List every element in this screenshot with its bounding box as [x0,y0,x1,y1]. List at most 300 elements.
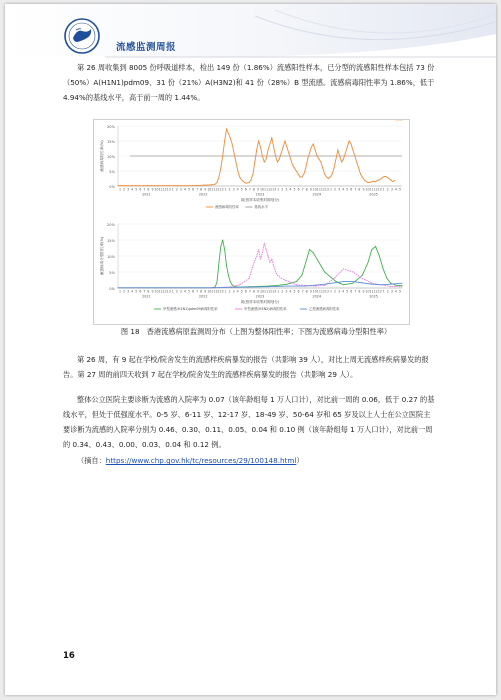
data-point [390,286,391,287]
data-point [281,278,282,279]
data-point [386,176,387,177]
x-tick-label: 5 [346,187,349,192]
x-tick-label: 12 [162,289,167,294]
data-point [305,167,306,168]
data-point [237,170,238,171]
data-point [324,285,325,286]
data-point [256,256,257,257]
x-tick-label: 1 [224,289,227,294]
x-tick-label: 8 [252,187,255,192]
paragraph-positivity: 第 26 周收集到 8005 份呼吸道样本，检出 149 份（1.86%）流感阳性样本，已分型的流感阳性样本包括 73 份（50%）A(H1N1)pdm09、31 份（21%）A(H3N2)和 41 份（28%）B 型流感。流感病毒阳性率为 1.86%，低于 4.94%的基线水平，高于前一周的 1.44%。 [63,63,435,102]
data-point [243,181,244,182]
data-point [232,143,233,144]
year-label: 2024 [312,294,322,299]
data-point [292,164,293,165]
data-point [207,185,208,186]
data-point [296,170,297,171]
data-point [192,185,193,186]
y-tick-label: 0% [109,287,115,291]
data-point [230,287,231,288]
x-tick-label: 7 [301,289,304,294]
y-tick-label: 5% [109,170,115,174]
data-point [317,259,318,260]
x-tick-label: 12 [373,289,378,294]
data-point [262,155,263,156]
x-tick-label: 4 [289,289,292,294]
data-point [398,120,399,121]
data-point [328,275,329,276]
data-point [384,176,385,177]
x-tick-label: 7 [196,289,199,294]
data-point [343,268,344,269]
data-point [302,275,303,276]
x-tick-label: 7 [248,187,251,192]
data-point [275,272,276,273]
x-tick-label: 10 [154,187,159,192]
legend-label: 甲型流感(H3N2)病毒阳性率 [244,307,287,311]
data-point [166,185,167,186]
x-tick-label: 1 [119,289,122,294]
data-point [379,179,380,180]
data-point [383,176,384,177]
x-tick-label: 3 [285,289,288,294]
data-point [352,281,353,282]
data-point [154,185,155,186]
data-point [285,280,286,281]
data-point [332,173,333,174]
x-tick-label: 8 [147,187,150,192]
data-point [264,161,265,162]
data-point [402,285,403,286]
x-tick-label: 6 [350,289,353,294]
x-tick-label: 3 [179,187,182,192]
data-point [375,181,376,182]
data-point [388,178,389,179]
data-point [283,146,284,147]
series-line-1 [118,240,402,288]
x-tick-label: 3 [179,289,182,294]
data-point [401,120,402,121]
x-tick-label: 11 [211,289,216,294]
x-tick-label: 4 [342,187,345,192]
data-point [124,185,125,186]
data-point [150,185,151,186]
x-tick-label: 11 [369,289,374,294]
data-point [371,283,372,284]
data-point [390,179,391,180]
data-point [173,185,174,186]
x-tick-label: 10 [312,187,317,192]
paragraph-admissions: 整体公立医院主要诊断为流感的入院率为 0.07（该年龄组每 1 万人口计），对比前一周的 0.06，低于 0.27 的基线水平，但处于低强度水平。0-5 岁、6-11 岁、12-17 岁、18-49 岁、50-64 岁和 65 岁及以上人士在公立医院主要诊断为流感的入院率分别为 0.46、0.30、0.11、0.05、0.04 和 0.10 例（该年龄组每 1 万人口计），对比前一周的 0.34、0.43、0.00、0.03、0.04 和 0.12 例。 [63,395,435,449]
y-tick-label: 10% [107,255,115,259]
data-point [396,285,397,286]
data-point [324,284,325,285]
data-point [320,265,321,266]
year-label: 2022 [198,294,208,299]
data-point [266,158,267,159]
x-tick-label: 2 [281,187,284,192]
data-point [249,278,250,279]
series-line-positivity [118,129,394,186]
data-point [360,173,361,174]
data-point [266,249,267,250]
data-point [324,272,325,273]
data-point [292,283,293,284]
data-point [392,181,393,182]
data-point [271,259,272,260]
legend-label: 流感病毒阳性率 [215,205,239,209]
data-point [303,173,304,174]
data-point [249,287,250,288]
x-tick-label: 8 [358,289,361,294]
x-tick-label: 10 [259,187,265,192]
x-tick-label: 6 [192,187,195,192]
x-tick-label: 8 [305,289,308,294]
data-point [358,167,359,168]
x-tick-label: 3 [338,187,341,192]
data-point [341,161,342,162]
x-tick-label: 12 [373,187,378,192]
source-link[interactable]: https://www.chp.gov.hk/tc/resources/29/100148.html [105,456,297,465]
data-point [181,185,182,186]
data-point [294,167,295,168]
x-tick-label: 7 [354,187,357,192]
x-tick-label: 10 [154,289,159,294]
data-point [343,284,344,285]
data-point [317,155,318,156]
data-point [347,146,348,147]
x-tick-label: 1 [119,187,122,192]
x-tick-label: 10 [259,289,265,294]
x-tick-label: 3 [390,187,393,192]
data-point [284,140,285,141]
x-tick-label: 5 [398,187,401,192]
x-tick-label: 7 [196,187,199,192]
data-point [239,176,240,177]
x-tick-label: 4 [131,187,134,192]
x-tick-label: 12 [268,187,273,192]
data-point [334,278,335,279]
data-point [228,133,229,134]
x-tick-label: 3 [127,187,130,192]
data-point [135,185,136,186]
x-tick-label: 10 [207,289,212,294]
data-point [315,286,316,287]
x-tick-label: 13 [324,187,329,192]
x-tick-label: 13 [219,187,224,192]
x-tick-label: 11 [316,187,321,192]
x-tick-label: 3 [232,289,235,294]
data-point [264,243,265,244]
data-point [230,281,231,282]
data-point [301,176,302,177]
data-point [188,185,189,186]
x-tick-label: 13 [166,187,171,192]
data-point [369,182,370,183]
x-tick-label: 5 [398,289,401,294]
data-point [402,286,403,287]
data-point [235,161,236,162]
data-point [220,167,221,168]
x-tick-label: 8 [200,187,203,192]
x-tick-label: 1 [329,289,333,294]
data-point [143,185,144,186]
data-point [400,120,401,121]
data-point [217,182,218,183]
data-point [252,173,253,174]
data-point [196,185,197,186]
x-tick-label: 12 [215,187,220,192]
data-point [298,173,299,174]
x-tick-label: 8 [305,187,308,192]
y-axis-label: 流感病毒阳性率(%) [100,140,104,172]
x-tick-label: 7 [143,187,146,192]
data-point [300,176,301,177]
data-point [239,284,240,285]
data-point [371,181,372,182]
x-tick-label: 11 [369,187,374,192]
x-tick-label: 6 [297,289,300,294]
x-tick-label: 6 [139,187,142,192]
data-point [224,249,225,250]
data-point [117,185,118,186]
data-point [184,185,185,186]
data-point [352,149,353,150]
data-point [218,176,219,177]
x-tick-label: 13 [272,289,277,294]
x-tick-label: 6 [244,187,247,192]
data-point [305,286,306,287]
x-tick-label: 4 [394,289,397,294]
data-point [147,185,148,186]
year-label: 2021 [142,294,151,299]
legend-label: 基线水平 [254,205,268,209]
y-tick-label: 15% [107,239,115,243]
year-label: 2021 [142,192,151,197]
year-label: 2025 [369,294,378,299]
data-point [328,178,329,179]
data-point [343,158,344,159]
page-number: 16 [63,651,75,661]
data-point [232,284,233,285]
data-point [258,140,259,141]
data-point [215,184,216,185]
x-tick-label: 9 [256,289,259,294]
x-tick-label: 4 [342,289,345,294]
data-point [362,176,363,177]
source-label: （摘自： [77,456,106,465]
data-point [219,262,220,263]
x-tick-label: 9 [256,187,259,192]
x-tick-label: 4 [289,187,292,192]
x-tick-label: 1 [171,187,174,192]
data-point [277,161,278,162]
data-point [390,284,391,285]
data-point [290,158,291,159]
data-point [375,246,376,247]
x-tick-label: 7 [143,289,146,294]
x-tick-label: 3 [232,187,235,192]
x-tick-label: 7 [354,289,357,294]
data-point [211,287,212,288]
data-point [345,152,346,153]
series-line-2 [118,243,402,288]
legend-label: 乙型流感病毒阳性率 [309,307,340,311]
data-point [381,284,382,285]
data-point [226,265,227,266]
x-tick-label: 5 [240,187,243,192]
source-line [63,453,437,468]
y-axis-label: 流感病毒分型阳性率(%) [100,236,104,276]
figure-panel [93,119,410,325]
x-tick-label: 8 [358,187,361,192]
data-point [402,283,403,284]
data-point [271,137,272,138]
x-tick-label: 5 [293,187,296,192]
data-point [288,281,289,282]
year-label: 2024 [312,192,322,197]
figure-caption: 图 18 香港流感病原监测周分布（上图为整体阳性率；下图为流感病毒分型阳性率） [120,327,392,336]
x-tick-label: 2 [123,289,126,294]
x-tick-label: 6 [350,187,353,192]
data-point [368,262,369,263]
data-point [326,176,327,177]
x-tick-label: 5 [293,289,296,294]
x-tick-label: 1 [277,289,280,294]
data-point [241,179,242,180]
y-tick-label: 15% [107,140,115,144]
x-tick-label: 11 [316,289,321,294]
data-point [343,281,344,282]
data-point [286,284,287,285]
data-point [362,278,363,279]
x-tick-label: 10 [365,289,370,294]
data-point [258,249,259,250]
x-tick-label: 3 [390,289,393,294]
data-point [313,252,314,253]
x-tick-label: 12 [268,289,273,294]
x-tick-label: 2 [334,289,337,294]
data-point [252,265,253,266]
x-tick-label: 5 [346,289,349,294]
x-tick-label: 4 [236,187,239,192]
data-point [120,185,121,186]
data-point [305,262,306,263]
data-point [386,278,387,279]
x-tick-label: 2 [175,187,178,192]
data-point [334,167,335,168]
x-axis-label: 周(按样本收集时期划分) [240,300,280,304]
data-point [394,180,395,181]
x-tick-label: 2 [334,187,337,192]
data-point [309,249,310,250]
data-point [381,178,382,179]
x-tick-label: 4 [394,187,397,192]
x-tick-label: 13 [219,289,224,294]
data-point [324,173,325,174]
data-point [339,155,340,156]
x-tick-label: 6 [244,289,247,294]
data-point [260,259,261,260]
x-tick-label: 1 [329,187,333,192]
x-tick-label: 9 [204,289,207,294]
x-tick-label: 5 [135,289,138,294]
x-tick-label: 12 [215,289,220,294]
year-label: 2023 [255,192,265,197]
data-point [217,281,218,282]
x-tick-label: 2 [175,289,178,294]
data-point [247,182,248,183]
x-tick-label: 12 [320,187,325,192]
data-point [211,184,212,185]
data-point [158,185,159,186]
data-point [356,161,357,162]
x-tick-label: 11 [264,187,269,192]
x-tick-label: 7 [248,289,251,294]
x-tick-label: 1 [382,187,385,192]
x-tick-label: 13 [272,187,277,192]
data-point [350,143,351,144]
data-point [260,146,261,147]
data-point [337,149,338,150]
x-tick-label: 1 [382,289,385,294]
data-point [249,182,250,183]
x-tick-label: 11 [264,289,269,294]
x-tick-label: 5 [240,289,243,294]
data-point [269,143,270,144]
x-tick-label: 7 [301,187,304,192]
data-point [222,240,223,241]
x-tick-label: 12 [320,289,325,294]
x-tick-label: 1 [224,187,227,192]
data-point [354,155,355,156]
x-tick-label: 6 [297,187,300,192]
data-point [226,128,227,129]
x-tick-label: 13 [324,289,329,294]
data-point [256,149,257,150]
data-point [281,152,282,153]
data-point [377,180,378,181]
x-axis-label: 周(按样本收集时期划分) [240,198,280,202]
data-point [352,272,353,273]
chart-svg [94,120,409,324]
data-point [262,252,263,253]
data-point [315,149,316,150]
data-point [288,152,289,153]
x-tick-label: 3 [338,289,341,294]
data-point [313,143,314,144]
data-point [277,285,278,286]
x-tick-label: 9 [362,187,365,192]
x-tick-label: 6 [139,289,142,294]
data-point [118,287,119,288]
data-point [322,167,323,168]
data-point [318,158,319,159]
x-tick-label: 4 [236,289,239,294]
data-point [371,284,372,285]
x-tick-label: 11 [158,187,163,192]
data-point [254,161,255,162]
x-tick-label: 2 [228,289,231,294]
data-point [268,286,269,287]
x-tick-label: 2 [281,289,284,294]
x-tick-label: 4 [183,289,186,294]
x-tick-label: 2 [228,187,231,192]
data-point [379,256,380,257]
x-tick-label: 12 [162,187,167,192]
logo-icon [57,16,107,56]
data-point [279,158,280,159]
